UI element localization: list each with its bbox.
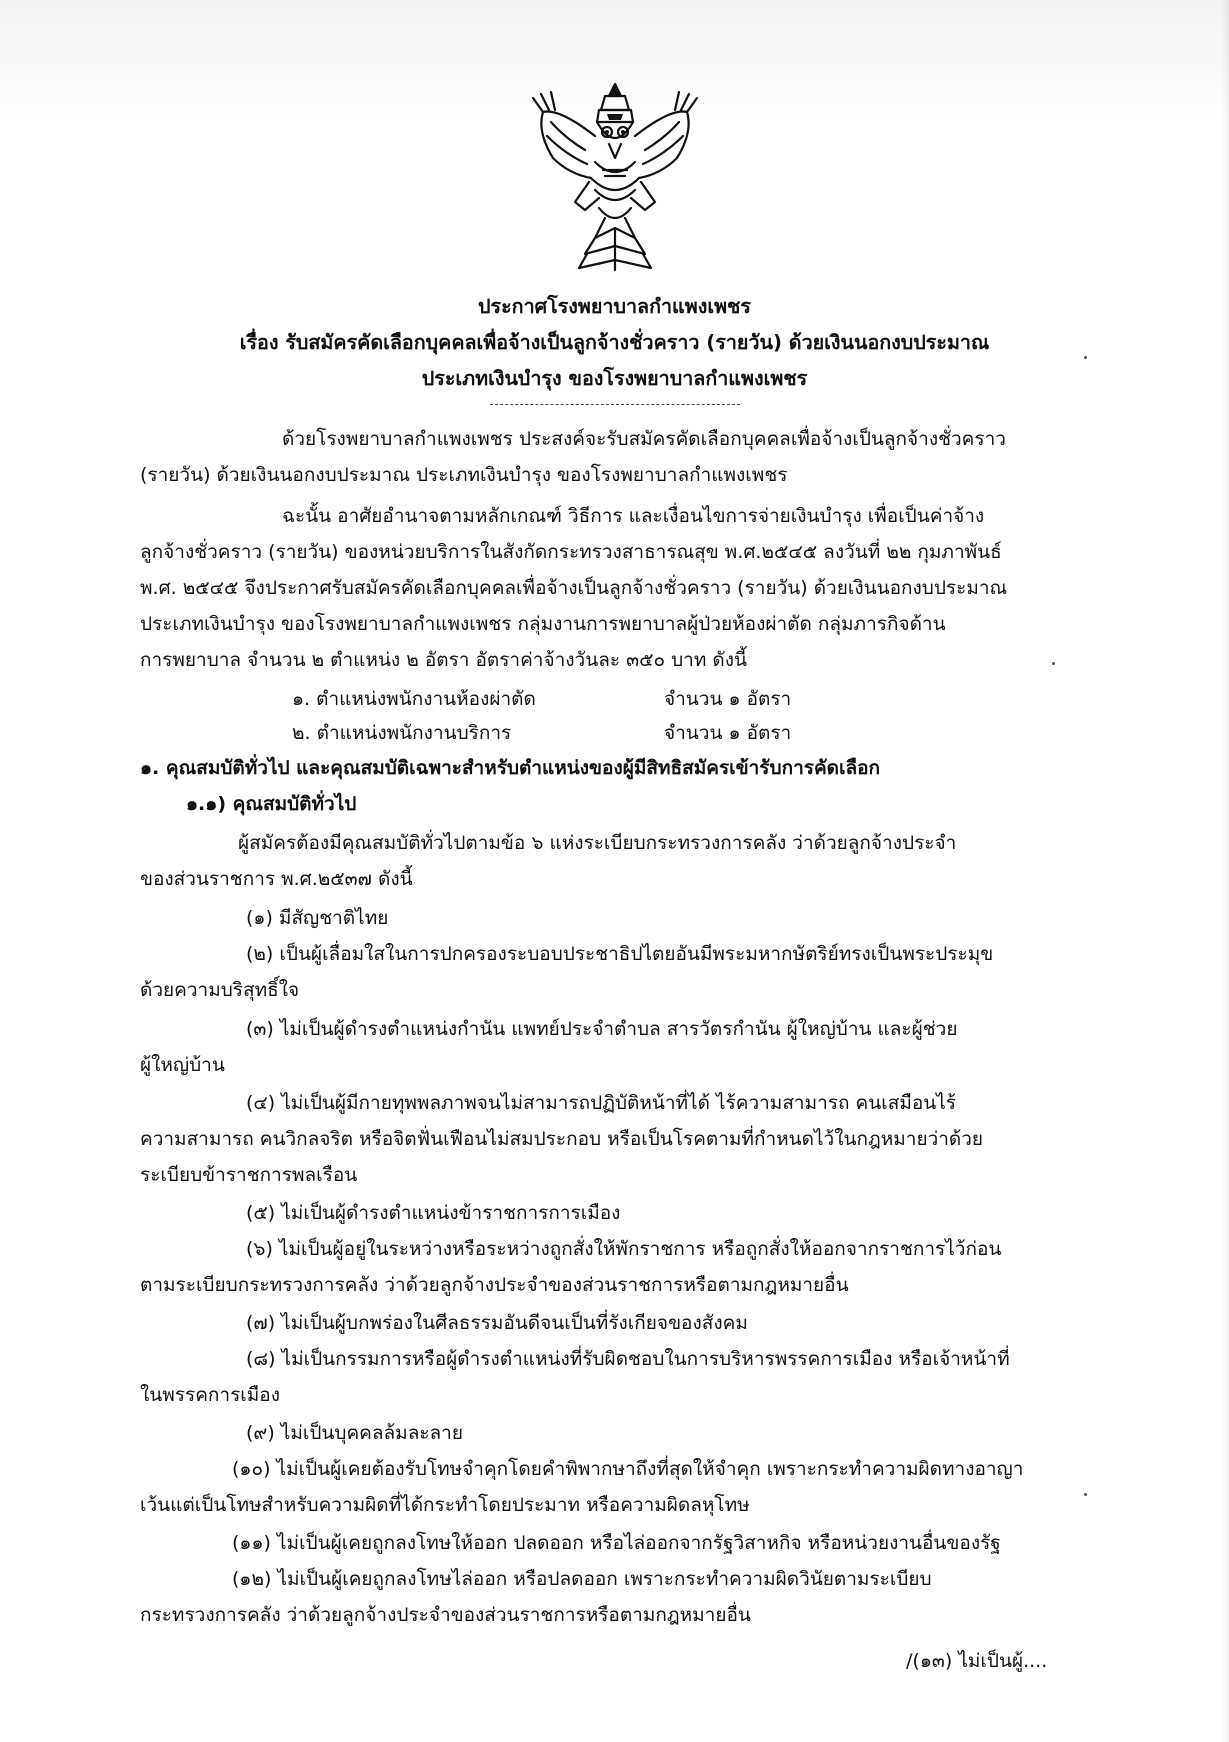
authority-line: การพยาบาล จำนวน ๒ ตำแหน่ง ๒ อัตรา อัตราค่าจ้างวันละ ๓๕๐ บาท ดังนี้ — [140, 649, 748, 671]
scan-speck — [1052, 662, 1055, 665]
qualification-item: (๙) ไม่เป็นบุคคลล้มละลาย — [246, 1422, 463, 1444]
qualification-item-cont: ตามระเบียบกระทรวงการคลัง ว่าด้วยลูกจ้างประจำของส่วนราชการหรือตามกฎหมายอื่น — [140, 1274, 849, 1296]
authority-line: พ.ศ. ๒๕๔๕ จึงประกาศรับสมัครคัดเลือกบุคคลเพื่อจ้างเป็นลูกจ้างชั่วคราว (รายวัน) ด้วยเงินนอกงบประมาณ — [140, 577, 1008, 599]
subsection-heading: ๑.๑) คุณสมบัติทั่วไป — [186, 793, 357, 815]
qualification-item: (๖) ไม่เป็นผู้อยู่ในระหว่างหรือระหว่างถูกสั่งให้พักราชการ หรือถูกสั่งให้ออกจากราชการไว้ก่อน — [246, 1238, 1002, 1260]
subsection-intro-line: ของส่วนราชการ พ.ศ.๒๕๓๗ ดังนี้ — [140, 868, 413, 890]
qualification-item: (๗) ไม่เป็นผู้บกพร่องในศีลธรรมอันดีจนเป็นที่รังเกียจของสังคม — [246, 1312, 748, 1334]
announcement-subject: เรื่อง รับสมัครคัดเลือกบุคคลเพื่อจ้างเป็นลูกจ้างชั่วคราว (รายวัน) ด้วยเงินนอกงบประมาณ — [239, 331, 990, 354]
qualification-item: (๑๒) ไม่เป็นผู้เคยถูกลงโทษไล่ออก หรือปลดออก เพราะกระทำความผิดวินัยตามระเบียบ — [232, 1568, 932, 1590]
qualification-item-cont: ความสามารถ คนวิกลจริต หรือจิตฟั่นเฟือนไม่สมประกอบ หรือเป็นโรคตามที่กำหนดไว้ในกฎหมายว่าด้วย — [140, 1128, 984, 1150]
qualification-item-cont: ในพรรคการเมือง — [140, 1384, 280, 1406]
header-divider — [490, 404, 740, 405]
section-heading: ๑. คุณสมบัติทั่วไป และคุณสมบัติเฉพาะสำหรับตำแหน่งของผู้มีสิทธิสมัครเข้ารับการคัดเลือก — [140, 757, 881, 779]
authority-line: ประเภทเงินบำรุง ของโรงพยาบาลกำแพงเพชร กลุ่มงานการพยาบาลผู้ป่วยห้องผ่าตัด กลุ่มภารกิจด้าน — [140, 613, 946, 635]
scan-speck — [1084, 1493, 1087, 1496]
scan-edge — [1221, 0, 1229, 1742]
position-count: จำนวน ๑ อัตรา — [664, 688, 792, 710]
qualification-item: (๔) ไม่เป็นผู้มีกายทุพพลภาพจนไม่สามารถปฏิบัติหน้าที่ได้ ไร้ความสามารถ คนเสมือนไร้ — [246, 1092, 957, 1114]
qualification-item: (๘) ไม่เป็นกรรมการหรือผู้ดำรงตำแหน่งที่รับผิดชอบในการบริหารพรรคการเมือง หรือเจ้าหน้าที่ — [246, 1348, 1010, 1370]
qualification-item: (๑๑) ไม่เป็นผู้เคยถูกลงโทษให้ออก ปลดออก หรือไล่ออกจากรัฐวิสาหกิจ หรือหน่วยงานอื่นของรัฐ — [232, 1532, 1001, 1554]
qualification-item: (๑๐) ไม่เป็นผู้เคยต้องรับโทษจำคุกโดยคำพิพากษาถึงที่สุดให้จำคุก เพราะกระทำความผิดทางอาญา — [232, 1458, 1024, 1480]
qualification-item-cont: ด้วยความบริสุทธิ์ใจ — [140, 979, 300, 1001]
subsection-intro-line: ผู้สมัครต้องมีคุณสมบัติทั่วไปตามข้อ ๖ แห่งระเบียบกระทรวงการคลัง ว่าด้วยลูกจ้างประจำ — [238, 832, 957, 854]
garuda-emblem-icon — [525, 78, 705, 276]
qualification-item: (๕) ไม่เป็นผู้ดำรงตำแหน่งข้าราชการการเมือง — [246, 1202, 621, 1224]
intro-line: ด้วยโรงพยาบาลกำแพงเพชร ประสงค์จะรับสมัครคัดเลือกบุคคลเพื่อจ้างเป็นลูกจ้างชั่วคราว — [282, 428, 1006, 450]
qualification-item: (๑) มีสัญชาติไทย — [246, 907, 389, 929]
intro-line: (รายวัน) ด้วยเงินนอกงบประมาณ ประเภทเงินบำรุง ของโรงพยาบาลกำแพงเพชร — [140, 464, 788, 486]
position-name: ๒. ตำแหน่งพนักงานบริการ — [292, 722, 512, 744]
position-name: ๑. ตำแหน่งพนักงานห้องผ่าตัด — [292, 688, 536, 710]
qualification-item: (๒) เป็นผู้เลื่อมใสในการปกครองระบอบประชาธิปไตยอันมีพระมหากษัตริย์ทรงเป็นพระประมุข — [246, 943, 994, 965]
qualification-item: (๓) ไม่เป็นผู้ดำรงตำแหน่งกำนัน แพทย์ประจำตำบล สารวัตรกำนัน ผู้ใหญ่บ้าน และผู้ช่วย — [246, 1018, 958, 1040]
announcement-subject-cont: ประเภทเงินบำรุง ของโรงพยาบาลกำแพงเพชร — [421, 367, 808, 390]
authority-line: ลูกจ้างชั่วคราว (รายวัน) ของหน่วยบริการในสังกัดกระทรวงสาธารณสุข พ.ศ.๒๕๔๕ ลงวันที่ ๒๒ กุมภาพันธ์ — [140, 541, 1002, 563]
qualification-item-cont: กระทรวงการคลัง ว่าด้วยลูกจ้างประจำของส่วนราชการหรือตามกฎหมายอื่น — [140, 1604, 751, 1626]
qualification-item-cont: ระเบียบข้าราชการพลเรือน — [140, 1164, 358, 1186]
scan-speck — [1084, 356, 1087, 359]
position-count: จำนวน ๑ อัตรา — [664, 722, 792, 744]
announcement-title: ประกาศโรงพยาบาลกำแพงเพชร — [478, 295, 751, 318]
qualification-item-cont: เว้นแต่เป็นโทษสำหรับความผิดที่ได้กระทำโดยประมาท หรือความผิดลหุโทษ — [140, 1494, 750, 1516]
authority-line: ฉะนั้น อาศัยอำนาจตามหลักเกณฑ์ วิธีการ และเงื่อนไขการจ่ายเงินบำรุง เพื่อเป็นค่าจ้าง — [282, 505, 985, 527]
qualification-item-cont: ผู้ใหญ่บ้าน — [140, 1054, 225, 1076]
continuation-note: /(๑๓) ไม่เป็นผู้.... — [906, 1650, 1048, 1672]
